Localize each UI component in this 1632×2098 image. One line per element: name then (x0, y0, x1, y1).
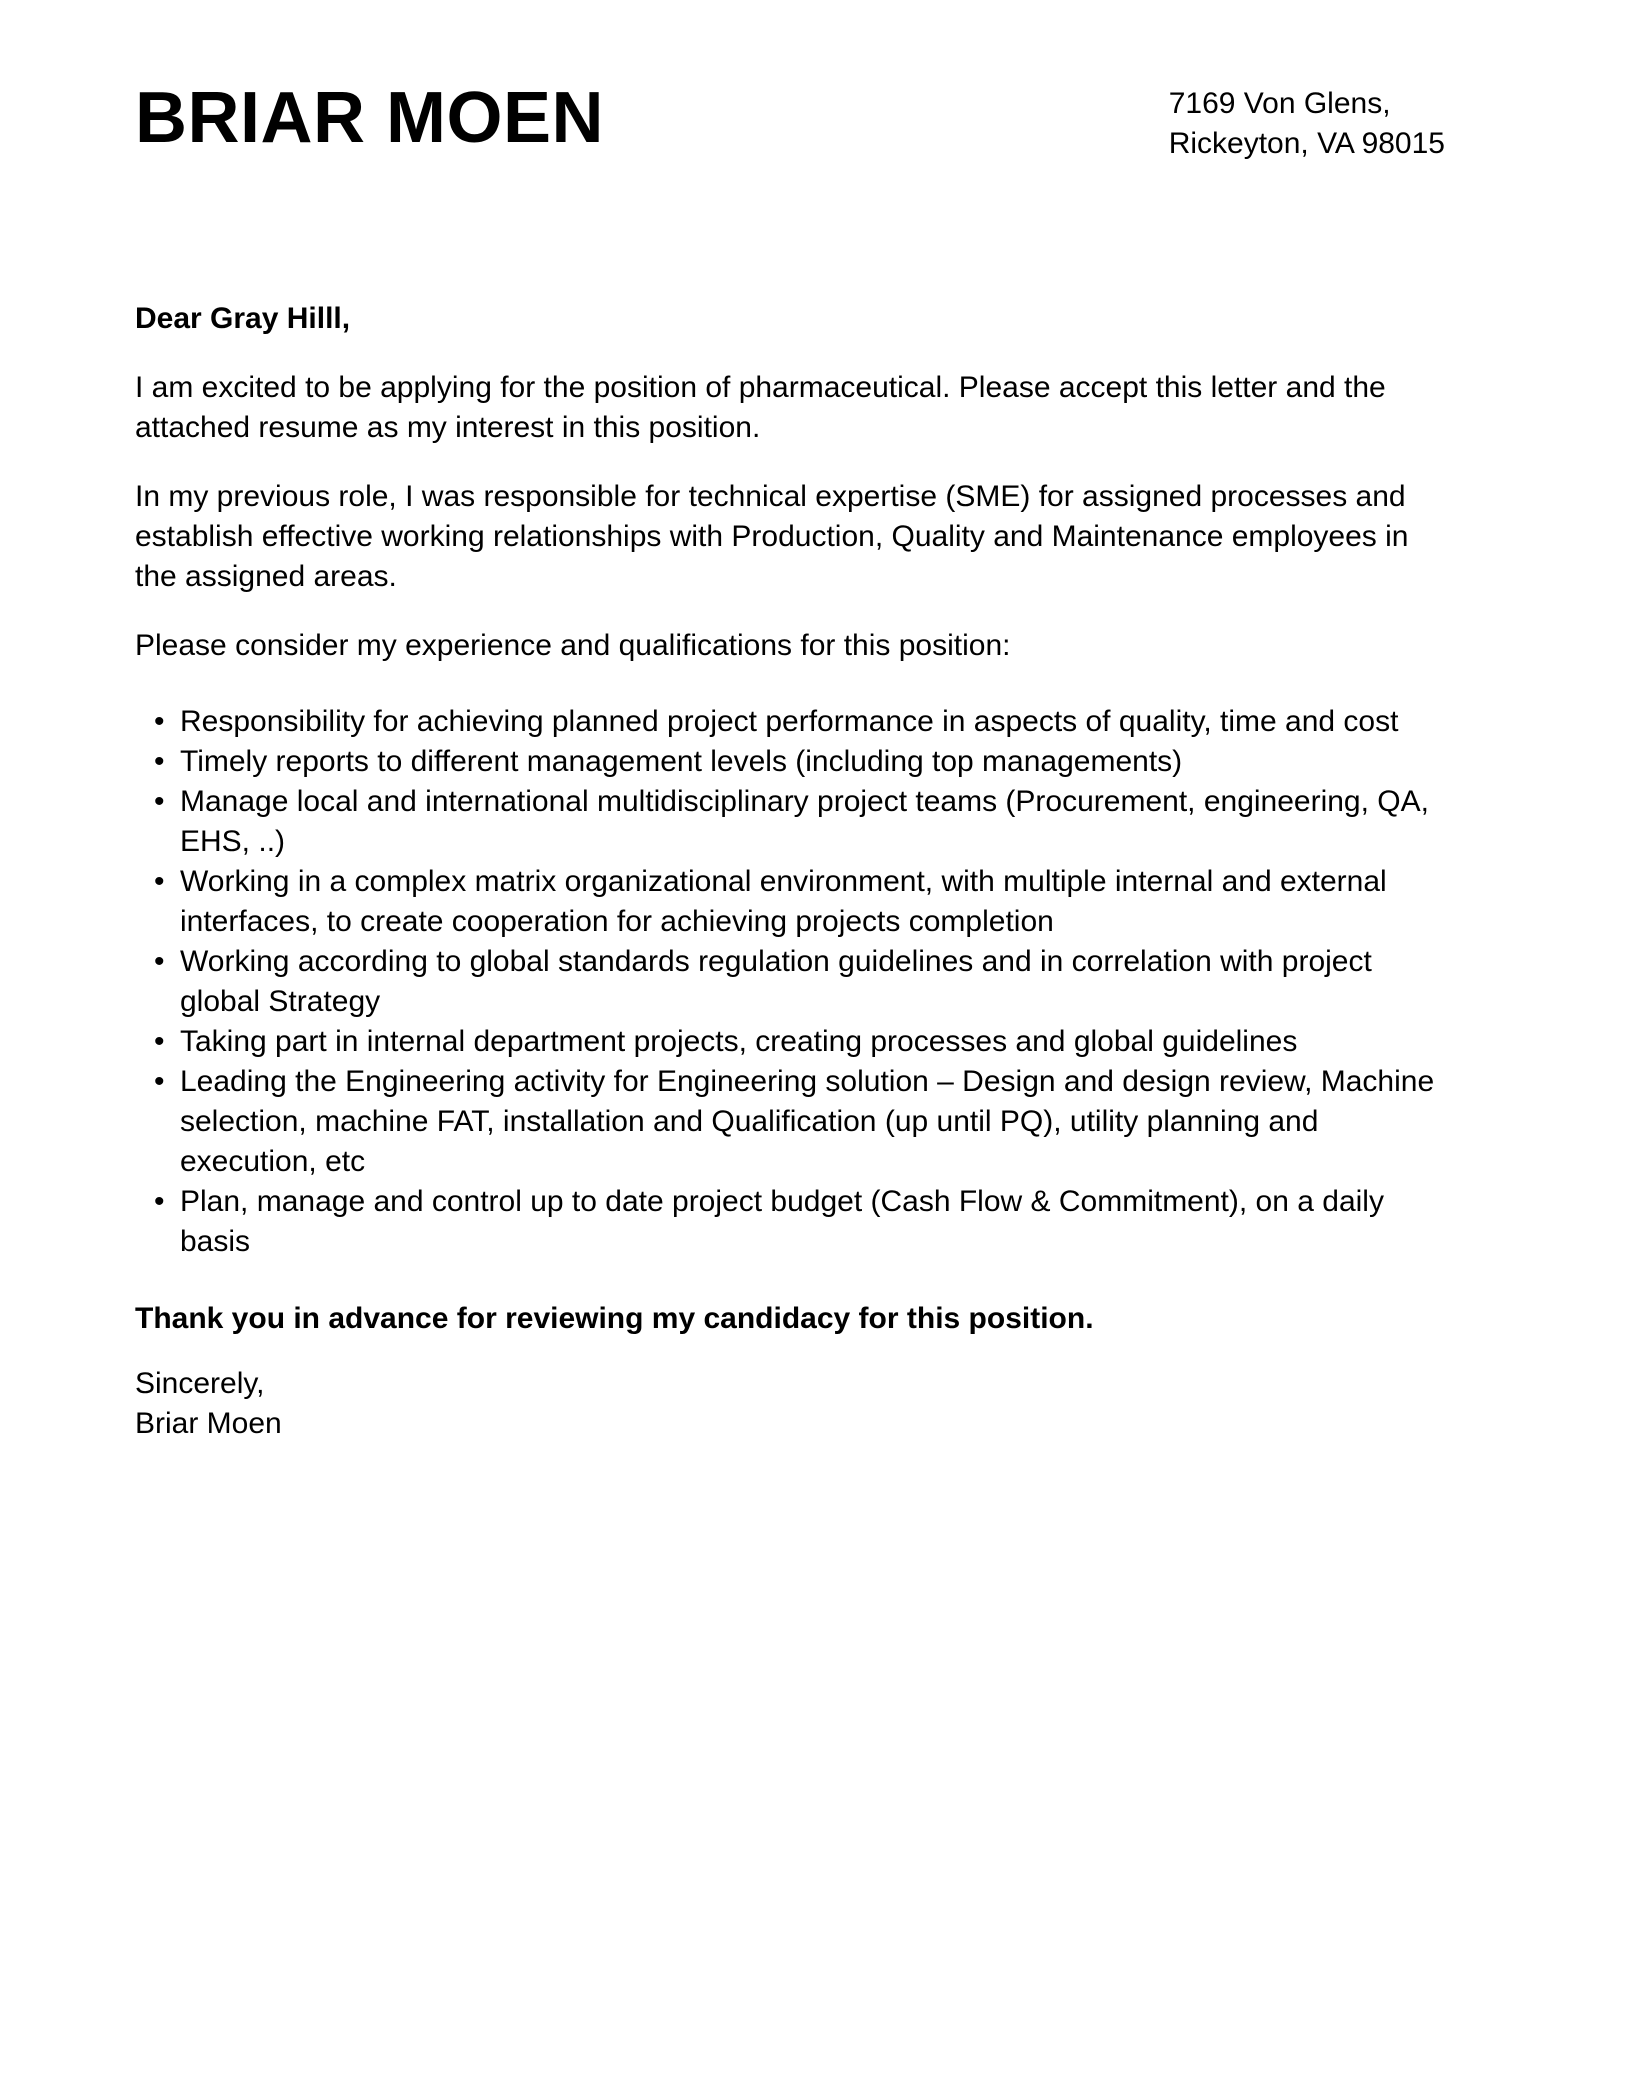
qualification-item (154, 1022, 1445, 1062)
signature-name: Briar Moen (135, 1407, 282, 1440)
address-line-1: 7169 Von Glens, (1168, 87, 1391, 120)
bullet-icon: • (154, 1025, 165, 1058)
paragraph-qualifications-lead: Please consider my experience and qualifications for this position: (135, 629, 1011, 662)
qualification-item (154, 702, 1445, 742)
qualification-text: Plan, manage and control up to date project budget (Cash Flow & Commitment), on a daily basis (180, 1185, 1384, 1258)
qualification-text: Responsibility for achieving planned project performance in aspects of quality, time and cost (180, 705, 1399, 738)
signoff-block (135, 1364, 1445, 1444)
letter-body (135, 299, 1445, 1444)
qualification-text: Leading the Engineering activity for Engineering solution – Design and design review, Machine selection, machine FAT, installation and Qualification (up until PQ), utility planning and execution, etc (180, 1065, 1435, 1178)
bullet-icon: • (154, 865, 165, 898)
signoff-word: Sincerely, (135, 1367, 265, 1400)
qualification-text: Manage local and international multidisciplinary project teams (Procurement, engineering, QA, EHS, ..) (180, 785, 1429, 858)
qualification-item (154, 942, 1445, 1022)
qualification-text: Taking part in internal department projects, creating processes and global guidelines (180, 1025, 1298, 1058)
qualification-item (154, 1062, 1445, 1182)
letter-header (135, 78, 1445, 164)
qualifications-list (135, 702, 1445, 1262)
closing-thanks: Thank you in advance for reviewing my candidacy for this position. (135, 1302, 1094, 1335)
address-line-2: Rickeyton, VA 98015 (1168, 127, 1445, 160)
qualification-text: Working according to global standards regulation guidelines and in correlation with project global Strategy (180, 945, 1372, 1018)
bullet-icon: • (154, 1065, 165, 1098)
qualification-item (154, 782, 1445, 862)
sender-name: BRIAR MOEN (135, 78, 604, 158)
qualification-item (154, 862, 1445, 942)
bullet-icon: • (154, 785, 165, 818)
bullet-icon: • (154, 1185, 165, 1218)
qualification-text: Working in a complex matrix organizational environment, with multiple internal and external interfaces, to create cooperation for achieving projects completion (180, 865, 1387, 938)
qualification-item (154, 1182, 1445, 1262)
bullet-icon: • (154, 945, 165, 978)
sender-address (1169, 84, 1445, 164)
qualification-item (154, 742, 1445, 782)
qualification-text: Timely reports to different management levels (including top managements) (180, 745, 1183, 778)
greeting: Dear Gray Hilll, (135, 302, 351, 335)
paragraph-previous-role: In my previous role, I was responsible for technical expertise (SME) for assigned processes and establish effective working relationships with Production, Quality and Maintenance employees in the assigned areas. (135, 480, 1409, 593)
paragraph-intro: I am excited to be applying for the position of pharmaceutical. Please accept this letter and the attached resume as my interest in this position. (135, 371, 1386, 444)
bullet-icon: • (154, 705, 165, 738)
bullet-icon: • (154, 745, 165, 778)
